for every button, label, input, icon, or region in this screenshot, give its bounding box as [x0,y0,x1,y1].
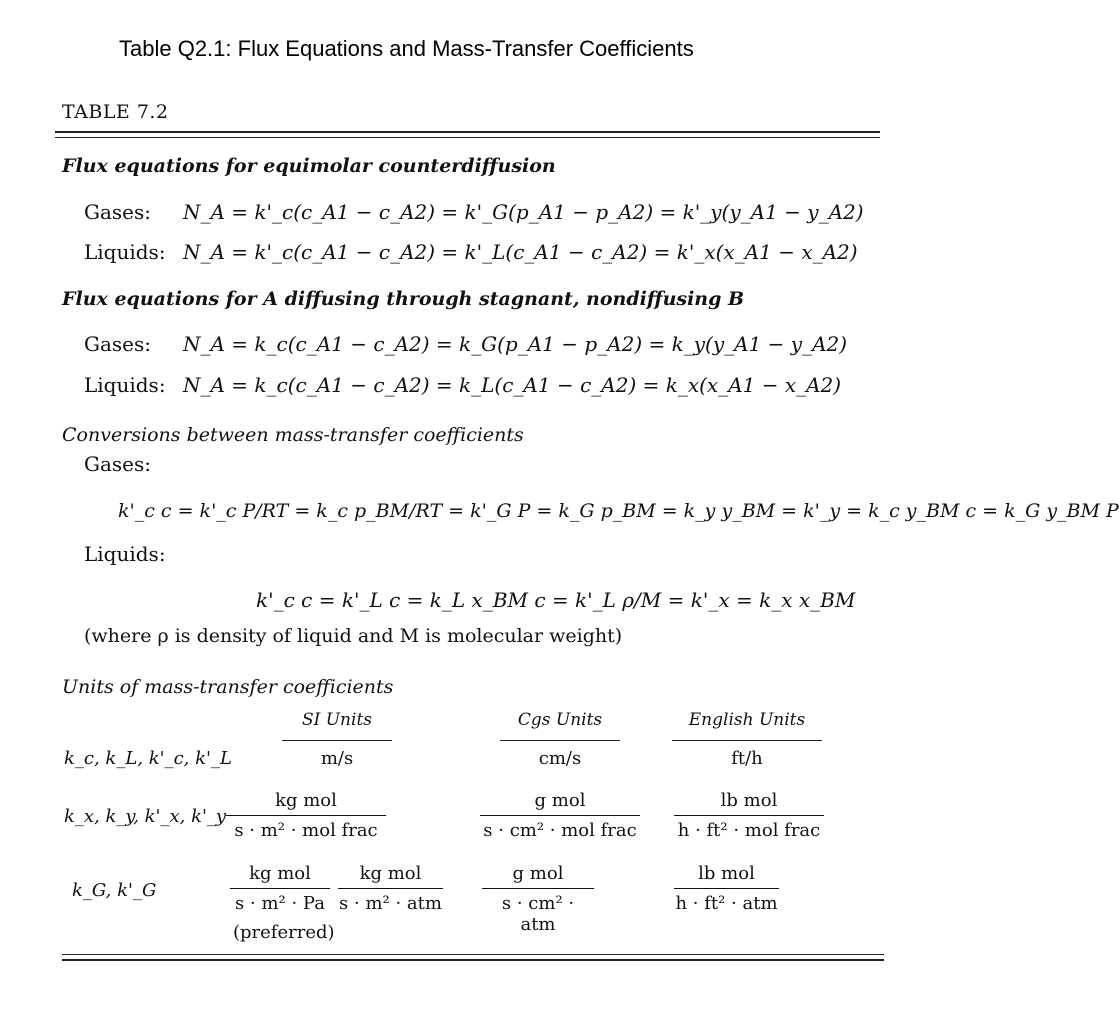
stagnant-liquids-equation [183,373,841,397]
stagnant-gases-equation [183,332,847,356]
row3-cgs-den: s · cm² · atm [501,893,575,935]
equation-text: k'_c c = k'_L c = k_L x_BM c = k'_L ρ/M = k'_x = k_x x_BM [256,588,856,612]
conversions-liquids-label: Liquids: [84,542,166,566]
stagnant-heading: Flux equations for A diffusing through stagnant, nondiffusing B [62,288,745,310]
row3-english [674,863,779,914]
equation-text: k'_c c = k'_c P/RT = k_c p_BM/RT = k'_G P = k_G p_BM = k_y y_BM = k'_y = k_c y_BM c = k_G y_BM P [118,500,1119,522]
bottom-rule-inner [62,954,884,955]
col-header-si: SI Units [301,710,373,730]
row2-label: k_x, k_y, k'_x, k'_y [64,806,227,827]
equimolar-heading: Flux equations for equimolar counterdiffusion [62,155,556,177]
col-rule-si [282,740,392,741]
stagnant-liquids-label: Liquids: [84,373,166,397]
row3-si-num: kg mol [230,863,330,889]
equimolar-gases-label: Gases: [84,200,152,224]
row2-english [674,790,824,841]
row1-si: m/s [320,748,354,769]
conversions-gases-label: Gases: [84,452,152,476]
col-rule-english [672,740,822,741]
row3-si2-den: s · m² · atm [339,893,442,914]
row2-eng-den: h · ft² · mol frac [677,820,821,841]
page-title: Table Q2.1: Flux Equations and Mass-Transfer Coefficients [119,36,694,61]
units-heading: Units of mass-transfer coefficients [62,676,394,698]
col-header-english: English Units [688,710,806,730]
col-rule-cgs [500,740,620,741]
row2-cgs [480,790,640,841]
equation-text: N_A = k'_c(c_A1 − c_A2) = k'_L(c_A1 − c_A2) = k'_x(x_A1 − x_A2) [183,240,858,264]
conversions-heading: Conversions between mass-transfer coefficients [62,424,524,446]
row3-cgs [482,863,594,935]
row1-english: ft/h [731,748,763,769]
col-header-cgs: Cgs Units [517,710,603,730]
table-label: TABLE 7.2 [62,101,169,123]
row2-si-den: s · m² · mol frac [234,820,378,841]
conversions-gases-equation [118,500,1119,522]
equation-text: N_A = k_c(c_A1 − c_A2) = k_G(p_A1 − p_A2) = k_y(y_A1 − y_A2) [183,332,848,356]
row2-cgs-den: s · cm² · mol frac [483,820,637,841]
stagnant-gases-label: Gases: [84,332,152,356]
equimolar-gases-equation [183,200,864,224]
row3-si-den: s · m² · Pa [235,893,325,914]
row3-si-note: (preferred) [233,922,335,943]
equimolar-liquids-equation [183,240,858,264]
row2-cgs-num: g mol [480,790,640,816]
equation-text: N_A = k'_c(c_A1 − c_A2) = k'_G(p_A1 − p_A2) = k'_y(y_A1 − y_A2) [183,200,864,224]
conversions-note: (where ρ is density of liquid and M is molecular weight) [84,625,623,647]
row3-eng-num: lb mol [674,863,779,889]
row3-si2-num: kg mol [338,863,443,889]
top-rule [55,131,880,133]
row3-eng-den: h · ft² · atm [675,893,778,914]
equation-text: N_A = k_c(c_A1 − c_A2) = k_L(c_A1 − c_A2) = k_x(x_A1 − x_A2) [183,373,842,397]
row2-si-num: kg mol [226,790,386,816]
row2-si [226,790,386,841]
bottom-rule [62,959,884,961]
equimolar-liquids-label: Liquids: [84,240,166,264]
row3-si-atm [338,863,443,914]
row3-si-pa [230,863,330,914]
row2-eng-num: lb mol [674,790,824,816]
row1-cgs: cm/s [538,748,582,769]
row3-label: k_G, k'_G [72,880,157,901]
row1-label: k_c, k_L, k'_c, k'_L [64,748,232,769]
row3-cgs-num: g mol [482,863,594,889]
top-rule-inner [55,137,880,138]
conversions-liquids-equation [256,588,855,612]
